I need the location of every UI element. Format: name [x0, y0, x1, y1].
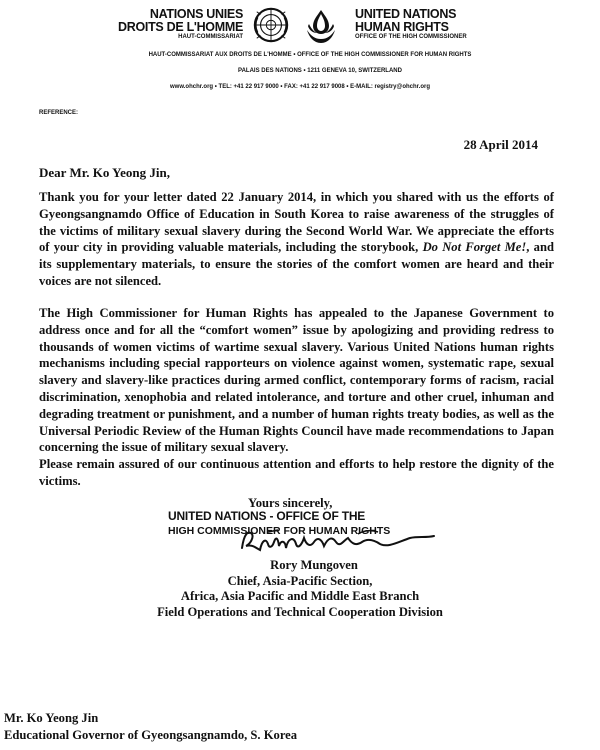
letterhead-address-line1: HAUT-COMMISSARIAT AUX DROITS DE L'HOMME • OFFICE OF THE HIGH COMMISSIONER FOR HUMAN RIGHTS — [148, 52, 472, 58]
paragraph-3: Please remain assured of our continuous attention and efforts to help restore the dignity of the victims. — [39, 457, 554, 488]
letter-date: 28 April 2014 — [463, 137, 538, 152]
letterhead-en-line3: OFFICE OF THE HIGH COMMISSIONER — [355, 34, 467, 40]
human-rights-logo-icon — [303, 6, 339, 46]
letterhead-french — [118, 8, 243, 40]
letterhead-en-line1: UNITED NATIONS — [355, 7, 457, 21]
letterhead-fr-line3: HAUT-COMMISSARIAT — [178, 34, 243, 40]
signatory-block — [0, 558, 600, 620]
recipient-name: Mr. Ko Yeong Jin — [4, 711, 99, 725]
signatory-name: Rory Mungoven — [270, 558, 358, 572]
paragraph-1 — [39, 189, 554, 290]
salutation: Dear Mr. Ko Yeong Jin, — [39, 165, 170, 180]
un-emblem-icon — [252, 6, 290, 44]
paragraph-1-text-b: , and its supplementary materials, to ensure the stories of the comfort women are heard and their voices are not silenced. — [39, 240, 554, 288]
reference-label: REFERENCE: — [39, 110, 79, 116]
paragraph-2: The High Commissioner for Human Rights has appealed to the Japanese Government to address once and for all the “comfort women” issue by apologizing and providing redress to thousands of women victims of wartime sexual slavery. Various United Nations human rights mechanisms including special rapporteurs on violence against women, systematic rape, sexual slavery and slavery-like practices during armed conflict, contemporary forms of racism, racial discrimination, xenophobia and related intolerance, and torture and other cruel, inhuman and degrading treatment or punishment, and a number of human rights treaty bodies, as well as the Universal Periodic Review of the Human Rights Council have made recommendations to Japan concerning the issue of military sexual slavery. — [39, 306, 554, 455]
stamp-line1: UNITED NATIONS - OFFICE OF THE — [168, 509, 366, 523]
letterhead-contact-line: www.ohchr.org • TEL: +41 22 917 9000 • FAX: +41 22 917 9008 • E-MAIL: registry@ohchr.org — [169, 84, 431, 90]
handwritten-signature — [238, 524, 438, 556]
paragraph-1-text-a: Thank you for your letter dated 22 January 2014, in which you shared with us the efforts of Gyeongsangnamdo Office of Education in South Korea to raise awareness of the struggles of the victims of military sexual slavery during the Second World War. We appreciate the efforts of your city in providing valuable materials, including the storybook, — [39, 190, 554, 255]
recipient-title: Educational Governor of Gyeongsangnamdo, S. Korea — [4, 727, 298, 742]
letterhead-fr-line2: DROITS DE L'HOMME — [118, 19, 243, 34]
storybook-title: Do Not Forget Me! — [422, 240, 527, 255]
signatory-title-3: Field Operations and Technical Cooperation Division — [157, 604, 443, 619]
letterhead-address-line2: PALAIS DES NATIONS • 1211 GENEVA 10, SWITZERLAND — [238, 68, 402, 74]
recipient-block — [4, 710, 297, 743]
stamp-line2: HIGH COMMISSIONER FOR HUMAN RIGHTS — [168, 525, 391, 537]
letterhead — [0, 6, 600, 46]
letterhead-fr-line1: NATIONS UNIES — [149, 7, 243, 21]
letterhead-en-line2: HUMAN RIGHTS — [355, 19, 449, 34]
signatory-title-1: Chief, Asia-Pacific Section, — [227, 573, 373, 588]
closing-phrase: Yours sincerely, — [248, 496, 333, 510]
letterhead-english — [355, 8, 467, 40]
signatory-title-2: Africa, Asia Pacific and Middle East Branch — [180, 589, 420, 603]
